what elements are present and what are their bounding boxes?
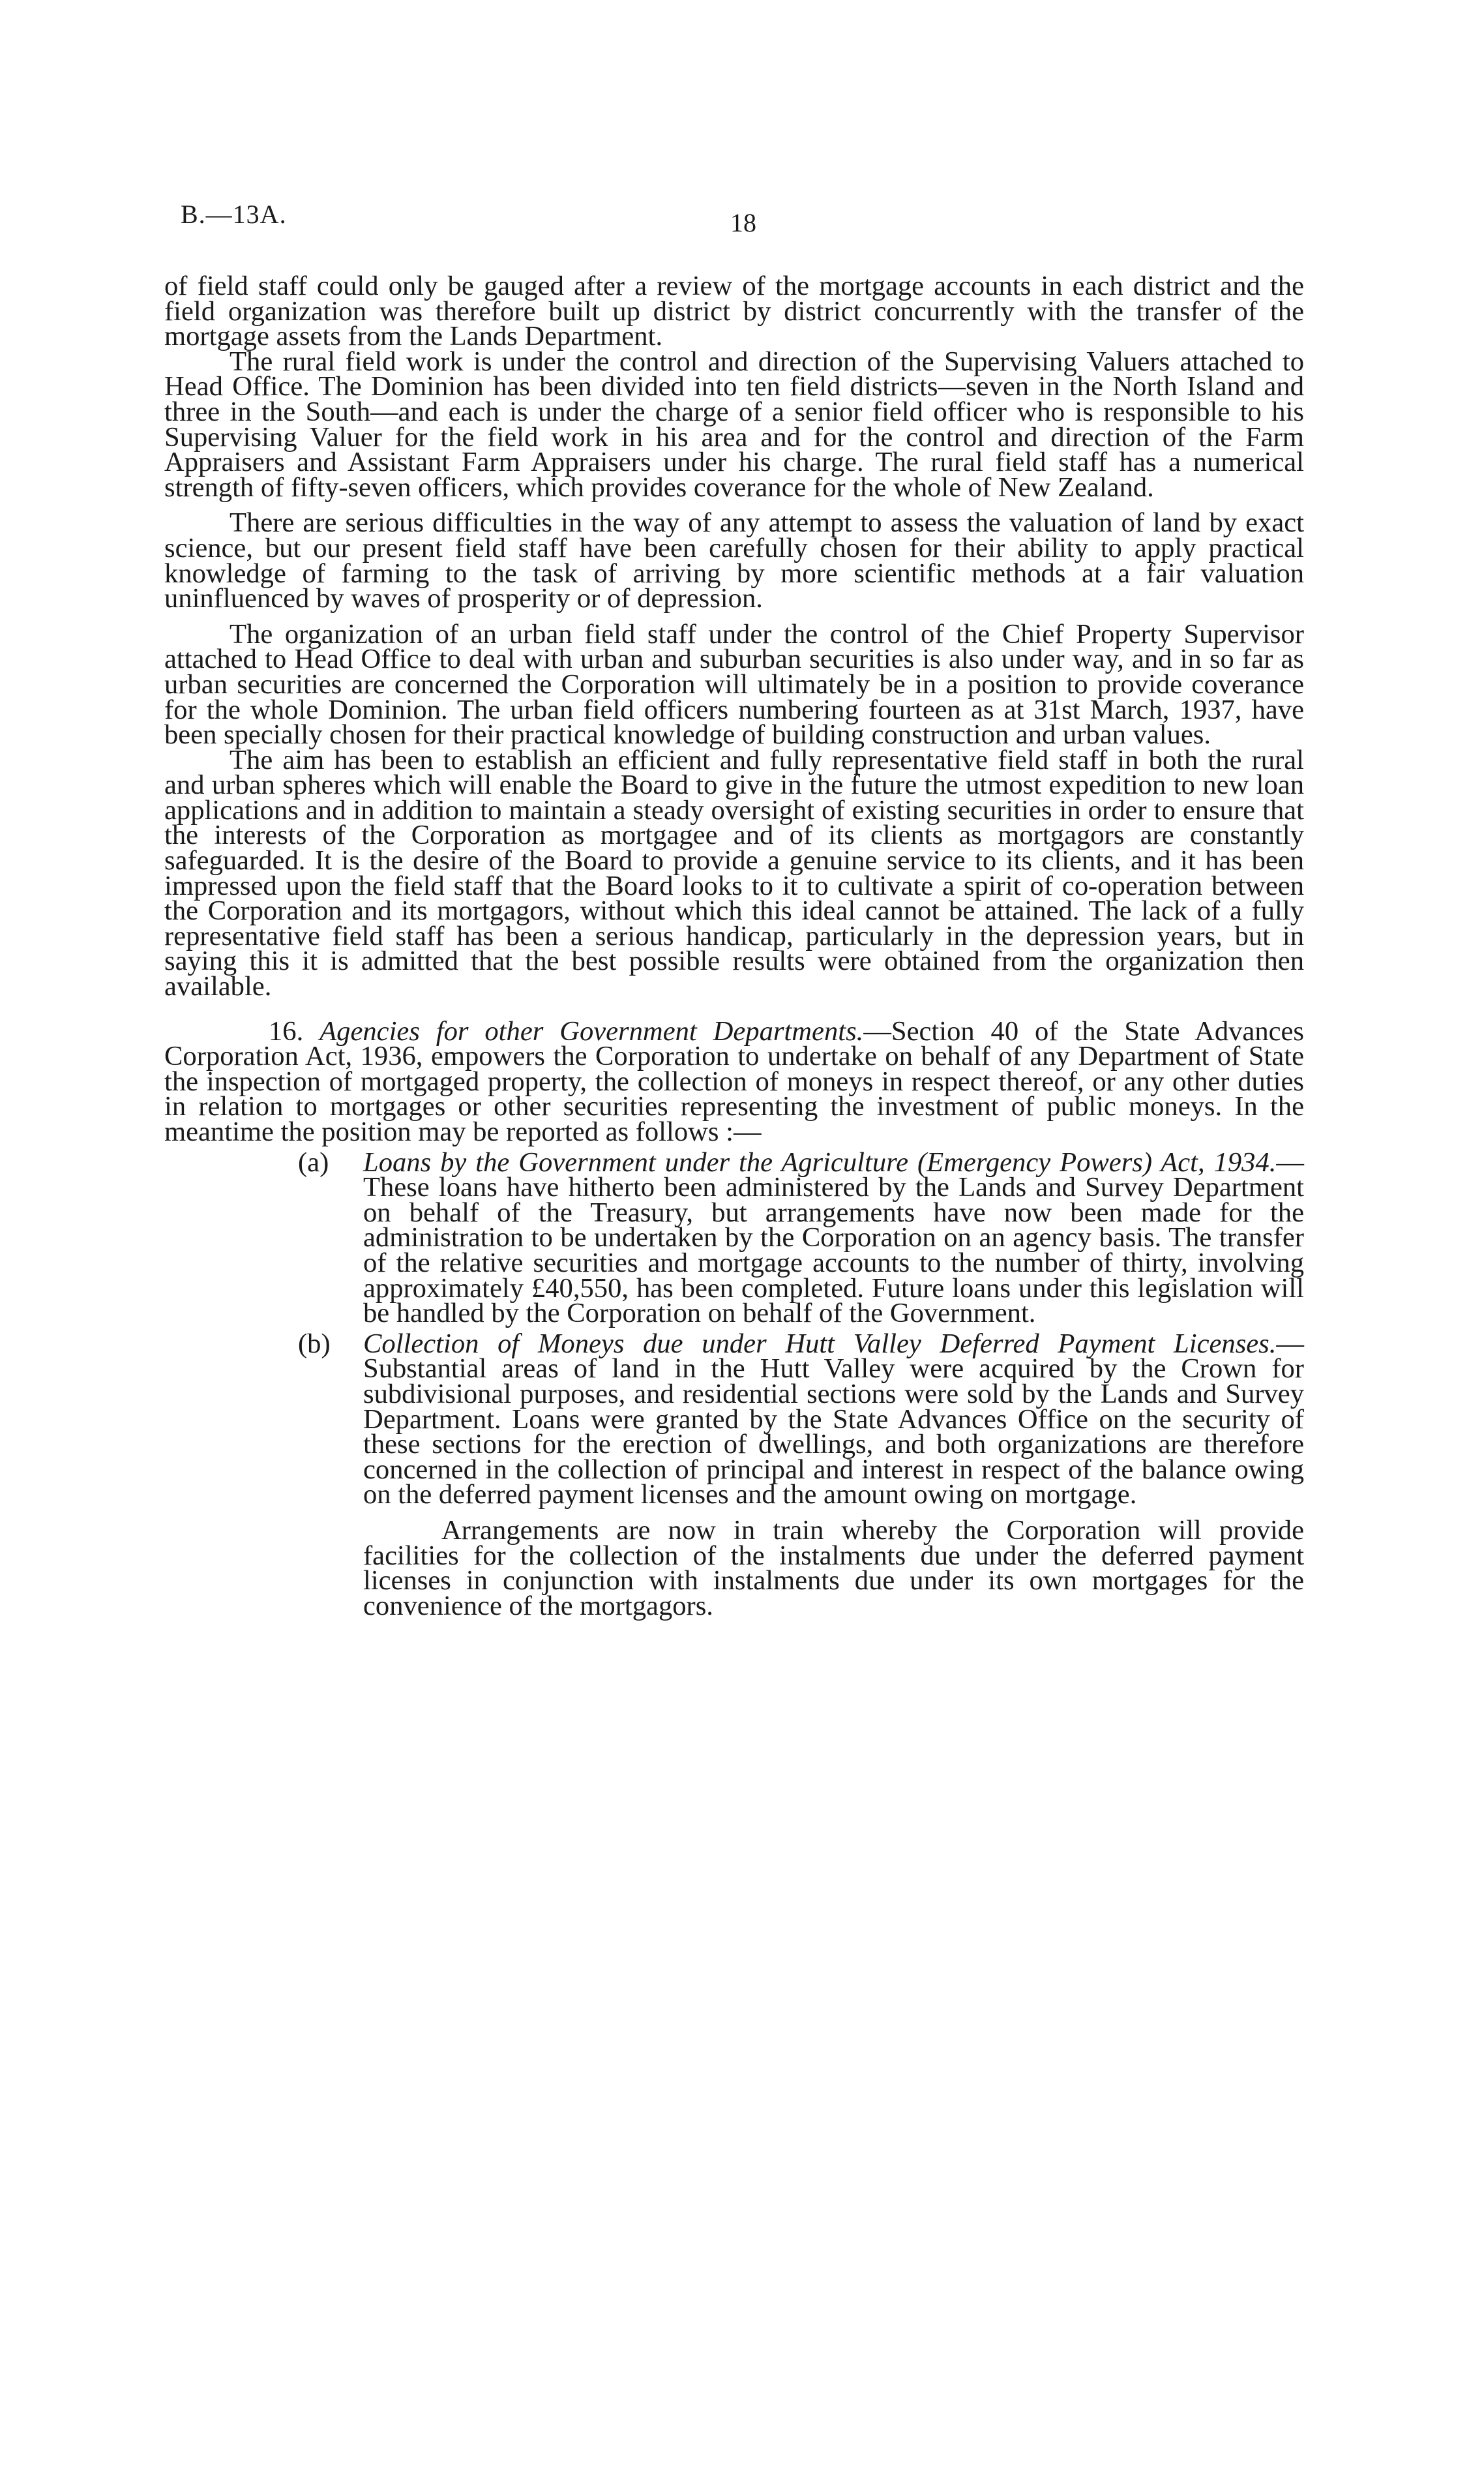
list-item-body: — Substantial areas of land in the Hutt Valley were acquired by the Crown for subdivisional purposes, and residential sections were sold by the Lands and Survey Department. Loans were granted by the State Advances Office on the security of these sections for the erection of dwellings, and both organizations are therefore concerned in the collection of principal and interest in respect of the balance owing on the deferred payment licenses and the amount owing on mortgage. <box>363 1328 1304 1510</box>
paragraph-continuation: of field staff could only be gauged after a review of the mortgage accounts in each district and the field organization was therefore built up district by district concurrently with the transfer of the mortgage assets from the Lands Department. <box>164 271 1304 352</box>
section-number: 16. <box>269 1015 304 1047</box>
list-item-text <box>363 1146 1304 1329</box>
paragraph-rural-field-work: The rural field work is under the control and direction of the Supervising Valuers attached to Head Office. The Dominion has been divided into ten field districts—seven in the North Island and three in the South—and each is under the charge of a senior field officer who is responsible to his Supervising Valuer for the field work in his area and for the control and direction of the Farm Appraisers and Assistant Farm Appraisers under his charge. The rural field staff has a numerical strength of fifty-seven officers, which provides coverance for the whole of New Zealand. <box>164 346 1304 503</box>
paragraph-aim: The aim has been to establish an efficient and fully representative field staff in both the rural and urban spheres which will enable the Board to give in the future the utmost expedition to new loan applications and in addition to maintain a steady oversight of existing securities in order to ensure that the interests of the Corporation as mortgagee and of its clients as mortgagors are constantly safeguarded. It is the desire of the Board to provide a genuine service to its clients, and it has been impressed upon the field staff that the Board looks to it to cultivate a spirit of co-operation between the Corporation and its mortgagors, without which this ideal cannot be attained. The lack of a fully representative field staff has been a serious handicap, particularly in the depression years, but in saying this it is admitted that the best possible results were obtained from the organization then available. <box>164 744 1304 1002</box>
list-item-heading: Loans by the Government under the Agriculture (Emergency Powers) Act, 1934. <box>363 1146 1277 1178</box>
section-text: —Section 40 of the State Advances Corporation Act, 1936, empowers the Corporation to undertake on behalf of any Department of State the inspection of mortgaged property, the collection of moneys in respect thereof, or any other duties in relation to mortgages or other securities representing the investment of public moneys. In the meantime the position may be reported as follows :— <box>164 1015 1305 1147</box>
paragraph-valuation-difficulties: There are serious difficulties in the way of any attempt to assess the valuation of land by exact science, but our present field staff have been carefully chosen for their ability to apply practical knowledge of farming to the task of arriving by more scientific methods at a fair valuation uninfluenced by waves of prosperity or of depression. <box>164 507 1304 614</box>
body-text <box>164 271 1305 1621</box>
list-item-label: (a) <box>298 1146 329 1178</box>
page-number: 18 <box>730 208 756 237</box>
paragraph-urban-field-staff: The organization of an urban field staff under the control of the Chief Property Supervisor attached to Head Office to deal with urban and suburban securities is also under way, and in so far as urban securities are concerned the Corporation will ultimately be in a position to provide coverance for the whole Dominion. The urban field officers numbering fourteen as at 31st March, 1937, have been specially chosen for their practical knowledge of building construction and urban values. <box>164 618 1304 751</box>
section-heading: Agencies for other Government Departments. <box>319 1015 864 1047</box>
section-16-paragraph <box>164 1015 1305 1147</box>
list-item-a <box>298 1146 1304 1329</box>
list-item-text <box>363 1328 1304 1510</box>
list-item-body: —These loans have hitherto been administered by the Lands and Survey Department on behalf of the Treasury, but arrangements have now been made for the administration to be undertaken by the Corporation on an agency basis. The transfer of the relative securities and mortgage accounts to the number of thirty, involving approximately £40,550, has been completed. Future loans under this legislation will be handled by the Corporation on behalf of the Government. <box>363 1146 1304 1329</box>
list-item-b <box>298 1328 1304 1621</box>
list-item-heading: Collection of Moneys due under Hutt Valley Deferred Payment Licenses. <box>363 1328 1277 1359</box>
list-item-label: (b) <box>298 1328 331 1359</box>
report-reference: B.—13A. <box>181 200 287 229</box>
list-item-followup: Arrangements are now in train whereby the Corporation will provide facilities for the collection of the instalments due under the deferred payment licenses in conjunction with instalments due under its own mortgages for the convenience of the mortgagors. <box>363 1514 1304 1621</box>
